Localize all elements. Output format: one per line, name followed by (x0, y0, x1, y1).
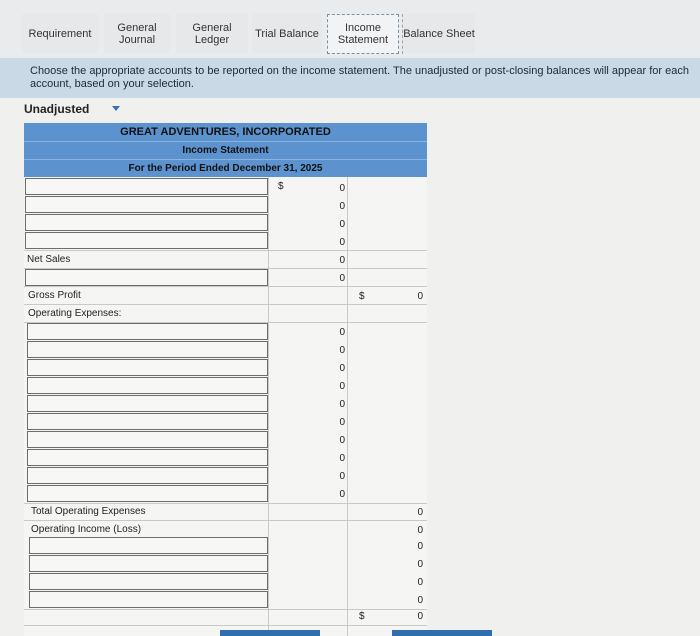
column-divider (268, 177, 269, 636)
operating-income-label: Operating Income (Loss) (31, 524, 142, 535)
row-divider (24, 503, 427, 504)
amount-value: 0 (417, 541, 423, 552)
tab-trial-balance[interactable]: Trial Balance (252, 14, 322, 54)
account-select-opex-10[interactable] (27, 485, 268, 502)
instruction-banner (0, 58, 700, 98)
amount-value: 0 (417, 559, 423, 570)
prev-button[interactable] (220, 630, 320, 636)
amount-value: 0 (339, 417, 345, 428)
tab-balance-sheet[interactable]: Balance Sheet (402, 14, 475, 54)
account-select-opex-5[interactable] (27, 395, 268, 412)
next-button[interactable] (392, 630, 492, 636)
amount-value: 0 (339, 471, 345, 482)
account-select-other-1[interactable] (29, 537, 268, 554)
account-select-cogs[interactable] (25, 269, 268, 286)
statement-period: For the Period Ended December 31, 2025 (24, 159, 427, 177)
account-select-opex-6[interactable] (27, 413, 268, 430)
account-select-other-3[interactable] (29, 573, 268, 590)
income-statement-sheet (24, 123, 427, 636)
account-select-revenue-2[interactable] (25, 196, 268, 213)
account-select-opex-8[interactable] (27, 449, 268, 466)
total-operating-expenses-value: 0 (417, 507, 423, 518)
net-income-value: 0 (417, 611, 423, 622)
amount-value: 0 (339, 219, 345, 230)
total-operating-expenses-label: Total Operating Expenses (31, 506, 146, 517)
account-select-opex-2[interactable] (27, 341, 268, 358)
amount-value: 0 (339, 399, 345, 410)
amount-value: 0 (339, 273, 345, 284)
row-divider (24, 304, 427, 305)
amount-value: 0 (339, 237, 345, 248)
account-select-other-4[interactable] (29, 591, 268, 608)
account-select-opex-3[interactable] (27, 359, 268, 376)
row-divider (24, 250, 427, 251)
gross-profit-value: 0 (417, 291, 423, 302)
view-select-dropdown[interactable] (24, 100, 124, 118)
statement-title: Income Statement (24, 141, 427, 159)
amount-value: 0 (339, 435, 345, 446)
amount-value: 0 (339, 255, 345, 266)
tab-general-ledger[interactable]: General Ledger (176, 14, 248, 54)
amount-value: 0 (417, 595, 423, 606)
amount-value: 0 (339, 489, 345, 500)
amount-value: 0 (339, 453, 345, 464)
account-select-opex-9[interactable] (27, 467, 268, 484)
amount-value: 0 (339, 183, 345, 194)
tab-income-statement[interactable]: Income Statement (327, 14, 399, 54)
view-select-value: Unadjusted (24, 102, 90, 116)
operating-expenses-label: Operating Expenses: (28, 308, 122, 319)
amount-value: 0 (339, 327, 345, 338)
amount-value: 0 (339, 363, 345, 374)
row-divider (24, 625, 427, 626)
row-divider (24, 520, 427, 521)
currency-symbol: $ (359, 291, 365, 302)
row-divider (24, 609, 427, 610)
tab-bar (0, 0, 700, 58)
tab-general-journal[interactable]: General Journal (104, 14, 170, 54)
operating-income-value: 0 (417, 525, 423, 536)
account-select-revenue-3[interactable] (25, 214, 268, 231)
currency-symbol: $ (278, 181, 284, 192)
account-select-revenue-4[interactable] (25, 232, 268, 249)
instruction-text: Choose the appropriate accounts to be reported on the income statement. The unadjusted or post-closing balances will appear for each account, based on your selection. (30, 65, 689, 90)
account-select-revenue-1[interactable] (25, 178, 268, 195)
account-select-opex-1[interactable] (27, 323, 268, 340)
company-name: GREAT ADVENTURES, INCORPORATED (24, 123, 427, 141)
account-select-opex-7[interactable] (27, 431, 268, 448)
account-select-other-2[interactable] (29, 555, 268, 572)
row-divider (24, 286, 427, 287)
amount-value: 0 (339, 345, 345, 356)
column-divider (347, 177, 348, 636)
amount-value: 0 (339, 381, 345, 392)
gross-profit-label: Gross Profit (28, 290, 81, 301)
tab-requirement[interactable]: Requirement (22, 14, 98, 54)
account-select-opex-4[interactable] (27, 377, 268, 394)
net-sales-label: Net Sales (27, 254, 71, 265)
amount-value: 0 (417, 577, 423, 588)
currency-symbol: $ (359, 611, 365, 622)
amount-value: 0 (339, 201, 345, 212)
chevron-down-icon (112, 106, 120, 111)
